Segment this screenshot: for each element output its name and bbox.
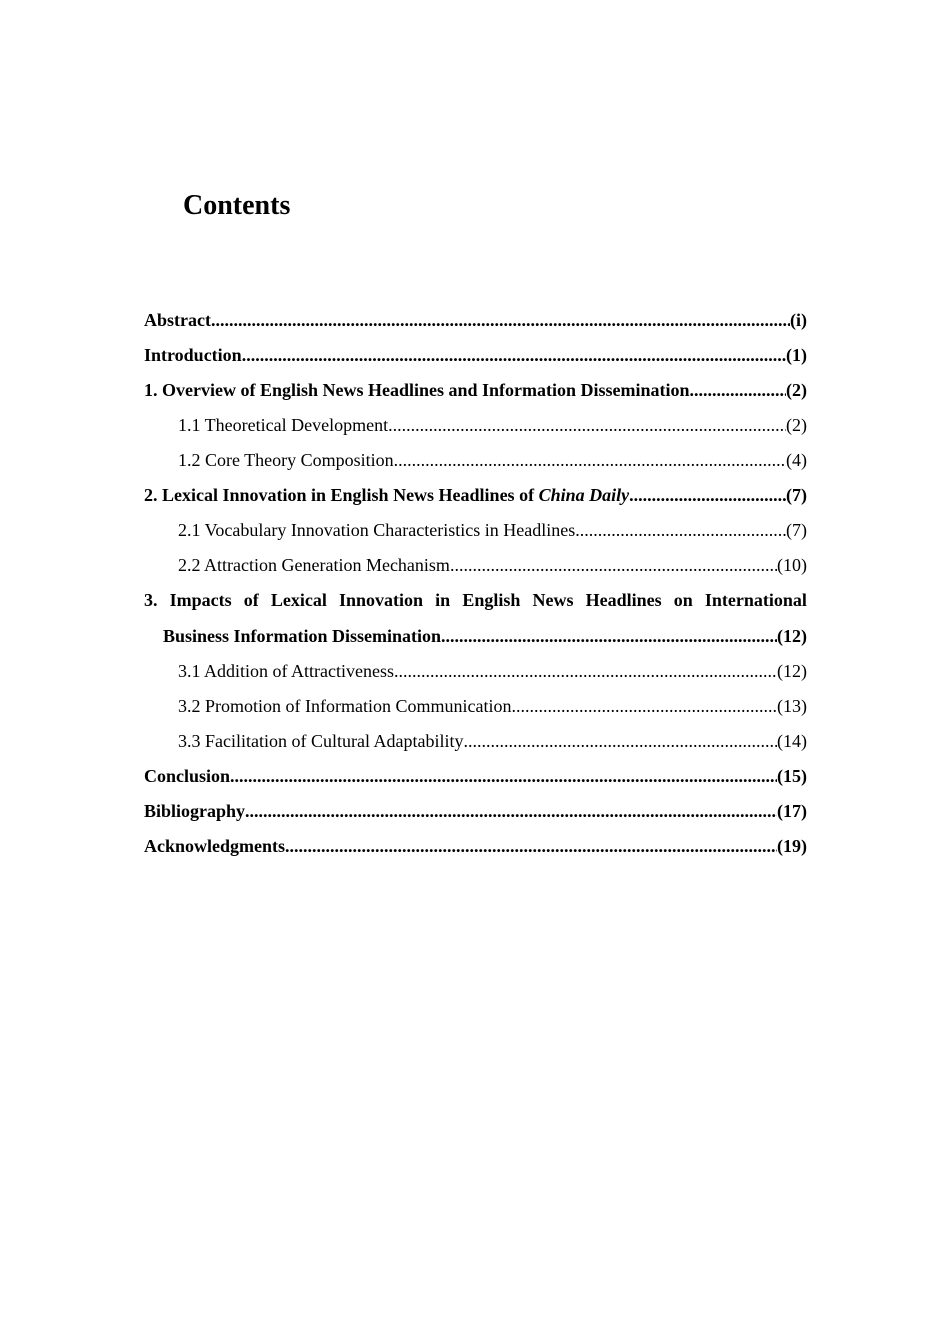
- toc-word: English: [462, 590, 521, 610]
- toc-word: 3.: [144, 590, 158, 610]
- toc-entry-label: Acknowledgments: [144, 836, 286, 856]
- toc-entry-section-2-2[interactable]: [144, 548, 807, 583]
- toc-entry-label: 2.1 Vocabulary Innovation Characteristics in Headlines: [178, 520, 576, 540]
- dot-leader: [575, 513, 786, 548]
- dot-leader: [285, 829, 777, 864]
- toc-entry-abstract[interactable]: [144, 303, 807, 338]
- toc-entry-bibliography[interactable]: [144, 794, 807, 829]
- toc-entry-section-1-2[interactable]: [144, 443, 807, 478]
- dot-leader: [230, 759, 777, 794]
- dot-leader: [211, 303, 790, 338]
- toc-page-number: (7): [786, 520, 807, 540]
- dot-leader: [394, 654, 777, 689]
- toc-entry-chapter-1[interactable]: [144, 373, 807, 408]
- page-title: Contents: [183, 190, 291, 221]
- dot-leader: [450, 548, 777, 583]
- toc-word: Headlines: [585, 590, 662, 610]
- toc-entry-acknowledgments[interactable]: [144, 829, 807, 864]
- toc-entry-label: Business Information Dissemination: [163, 626, 442, 646]
- toc-word: Lexical: [270, 590, 327, 610]
- toc-page-number: (1): [786, 345, 807, 365]
- toc-word: in: [435, 590, 451, 610]
- toc-entry-label: 1.2 Core Theory Composition: [178, 450, 394, 470]
- toc-page-number: (19): [777, 836, 807, 856]
- dot-leader: [394, 443, 786, 478]
- toc-entry-section-1-1[interactable]: [144, 408, 807, 443]
- dot-leader: [629, 478, 786, 513]
- toc-entry-section-3-2[interactable]: [144, 689, 807, 724]
- toc-page-number: (2): [786, 415, 807, 435]
- toc-entry-label: 1.1 Theoretical Development: [178, 415, 389, 435]
- dot-leader: [388, 408, 786, 443]
- toc-page-number: (13): [777, 696, 807, 716]
- toc-entry-label: Abstract: [144, 310, 211, 330]
- toc-entry-line-2: [144, 618, 807, 654]
- toc-entry-label-italic: China Daily: [538, 485, 630, 505]
- toc-word: Innovation: [339, 590, 424, 610]
- toc-entry-section-2-1[interactable]: [144, 513, 807, 548]
- toc-entry-chapter-3[interactable]: [144, 583, 807, 654]
- toc-page-number: (i): [790, 310, 807, 330]
- toc-entry-label: 3.1 Addition of Attractiveness: [178, 661, 394, 681]
- toc-entry-section-3-3[interactable]: [144, 724, 807, 759]
- toc-entry-chapter-2[interactable]: [144, 478, 807, 513]
- toc-entry-label: 3.2 Promotion of Information Communication: [178, 696, 512, 716]
- toc-page-number: (17): [777, 801, 807, 821]
- toc-page-number: (10): [777, 555, 807, 575]
- toc-word: on: [673, 590, 693, 610]
- toc-word: International: [704, 590, 807, 610]
- toc-page-number: (7): [786, 485, 807, 505]
- toc-page-number: (15): [777, 766, 807, 786]
- toc-word: News: [532, 590, 574, 610]
- dot-leader: [511, 689, 777, 724]
- dot-leader: [690, 373, 786, 408]
- toc-entry-label: [144, 478, 629, 513]
- dot-leader: [441, 618, 777, 654]
- toc-entry-conclusion[interactable]: [144, 759, 807, 794]
- table-of-contents: [144, 303, 807, 864]
- toc-page-number: (12): [777, 626, 807, 646]
- toc-entry-label: 3.3 Facilitation of Cultural Adaptability: [178, 731, 464, 751]
- toc-word: Impacts: [169, 590, 232, 610]
- toc-page-number: (14): [777, 731, 807, 751]
- toc-entry-label: 1. Overview of English News Headlines and Information Dissemination: [144, 380, 690, 400]
- toc-entry-introduction[interactable]: [144, 338, 807, 373]
- toc-entry-label: Introduction: [144, 345, 242, 365]
- toc-page-number: (2): [786, 380, 807, 400]
- toc-entry-label-prefix: 2. Lexical Innovation in English News Headlines of: [144, 485, 539, 505]
- dot-leader: [242, 338, 786, 373]
- dot-leader: [245, 794, 777, 829]
- toc-entry-section-3-1[interactable]: [144, 654, 807, 689]
- dot-leader: [463, 724, 777, 759]
- toc-entry-line-1: [144, 583, 807, 618]
- toc-page-number: (12): [777, 661, 807, 681]
- toc-word: of: [243, 590, 259, 610]
- toc-page-number: (4): [786, 450, 807, 470]
- toc-entry-label: 2.2 Attraction Generation Mechanism: [178, 555, 450, 575]
- toc-entry-label: Bibliography: [144, 801, 246, 821]
- toc-entry-label: Conclusion: [144, 766, 231, 786]
